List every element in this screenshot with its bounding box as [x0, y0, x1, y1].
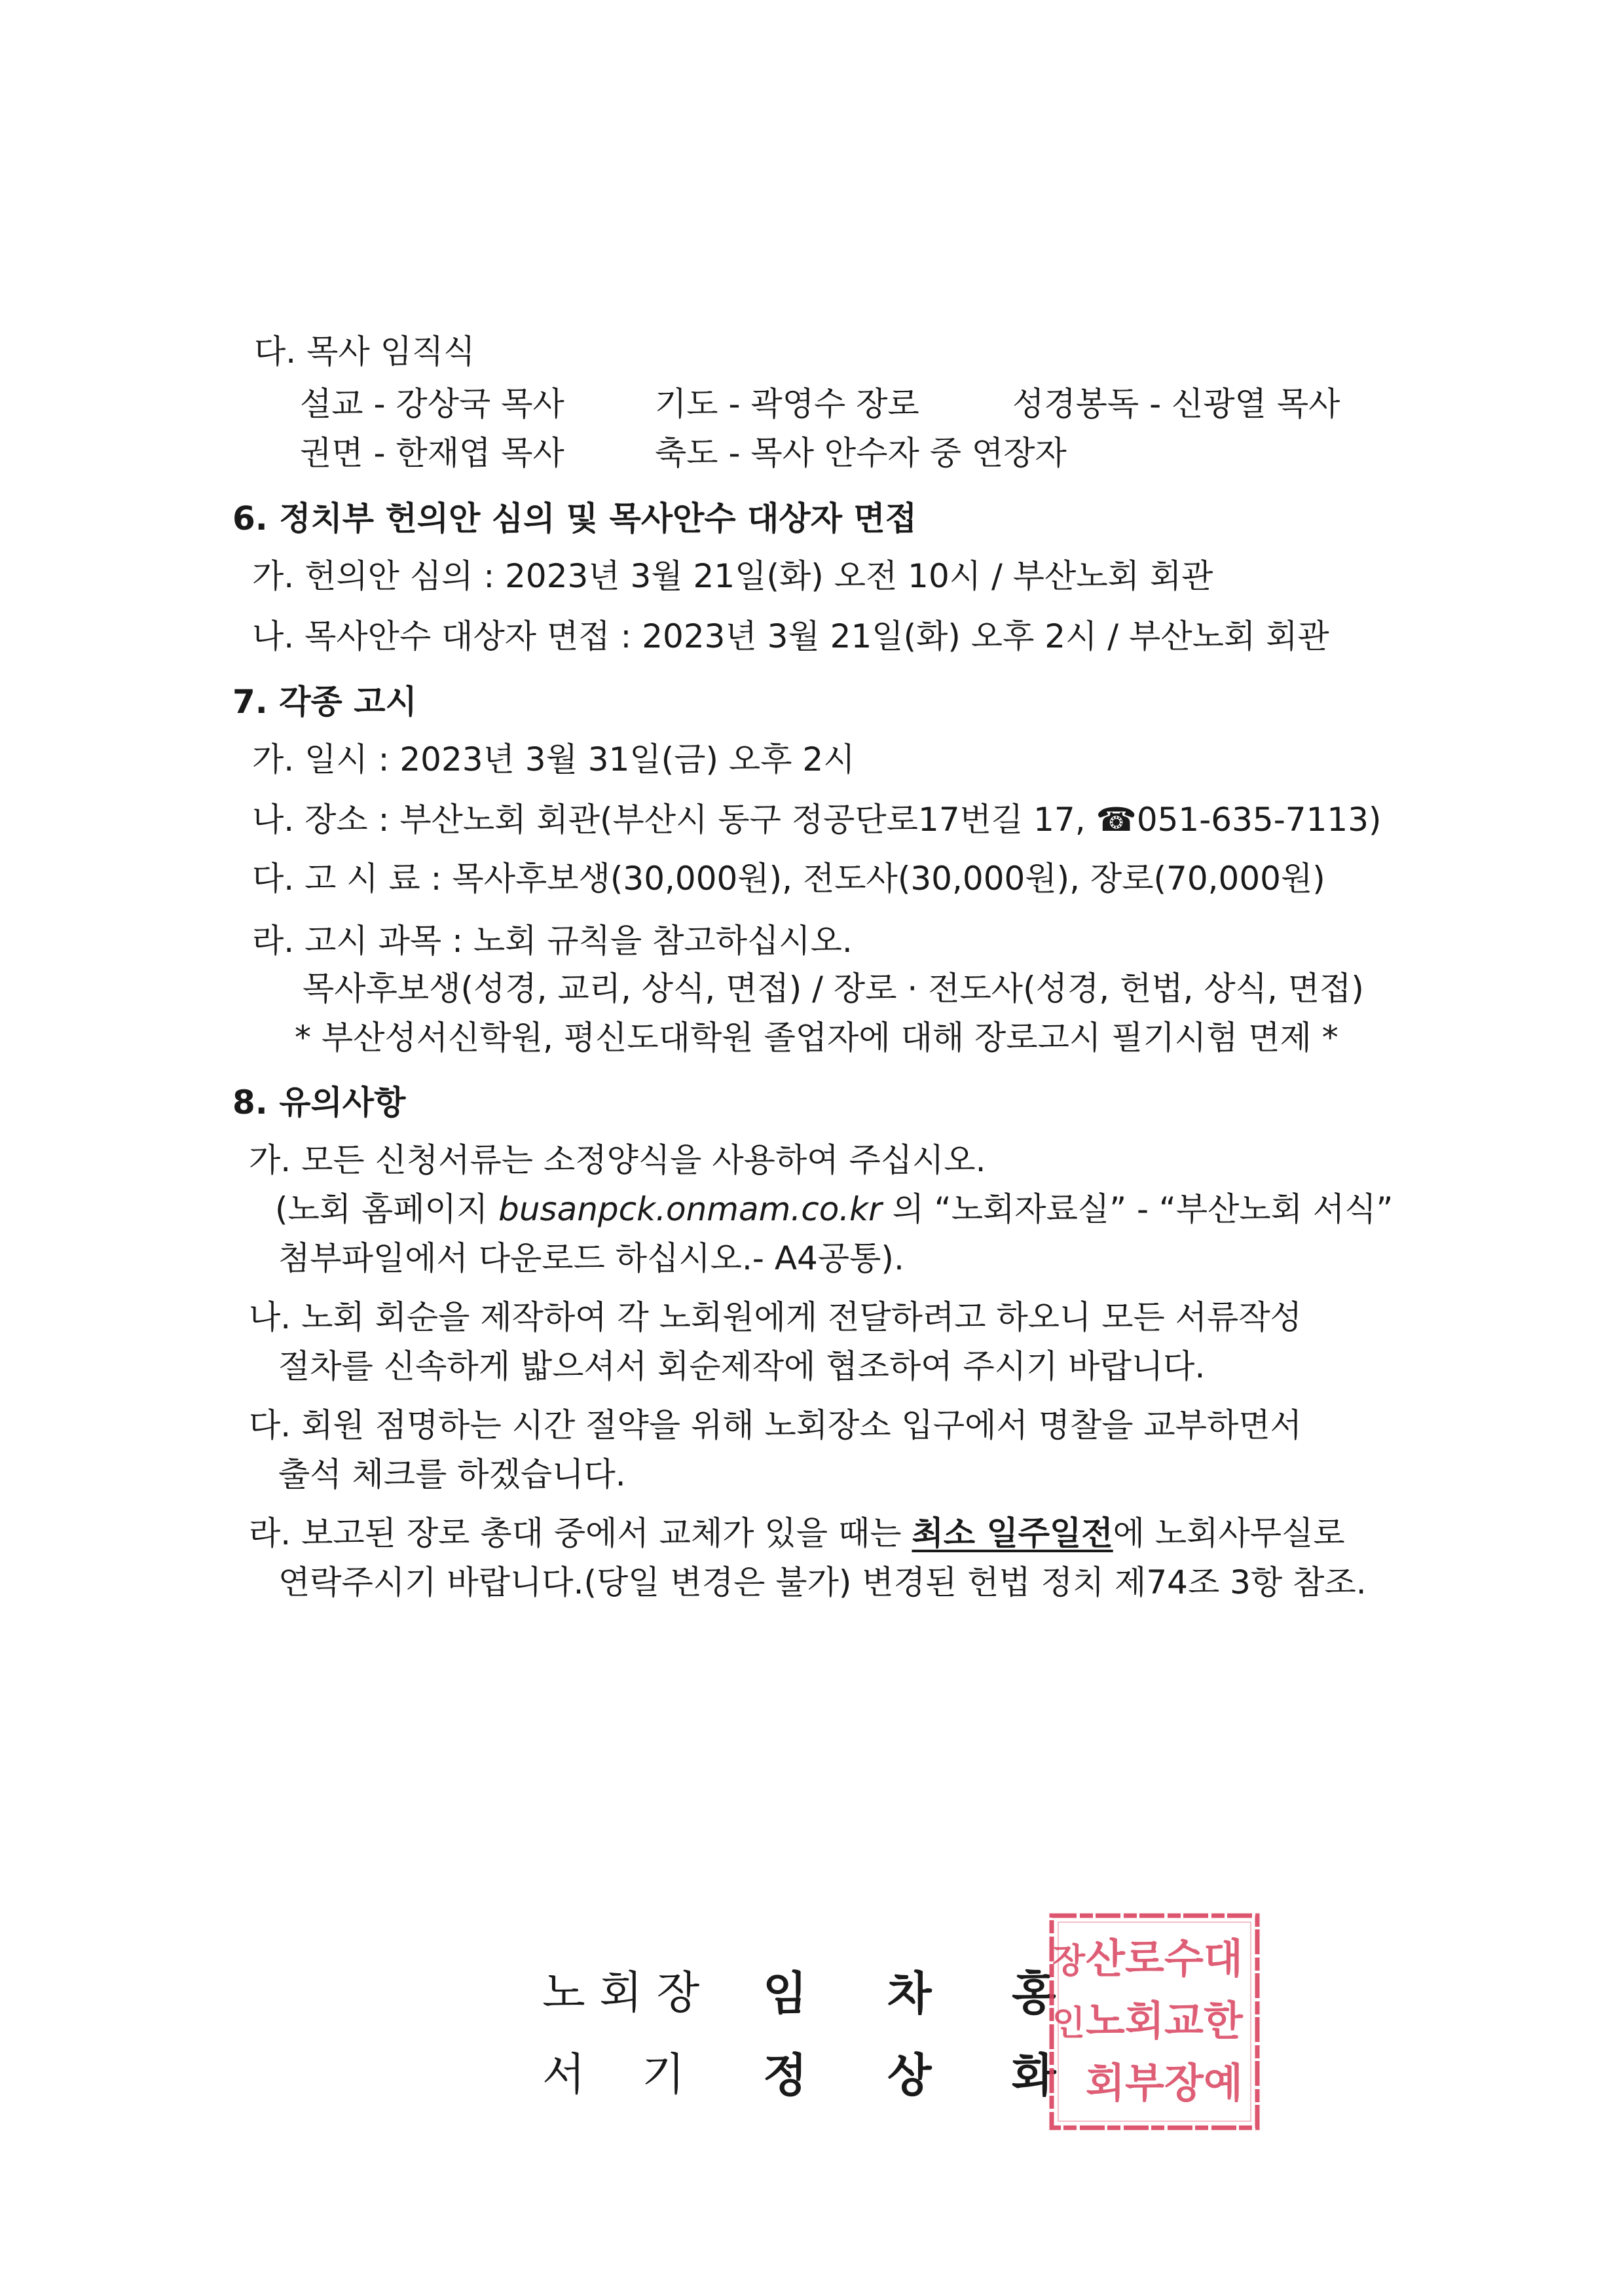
seal-glyph: 장	[1052, 1942, 1086, 1981]
exam-exemption: * 부산성서신학원, 평신도대학원 졸업자에 대해 장로고시 필기시험 면제 *	[295, 1019, 1338, 1057]
seal-glyph: 수	[1164, 1935, 1204, 1982]
seal-glyph: 인	[1052, 2004, 1086, 2043]
section8-item-ra-line2: 연락주시기 바랍니다.(당일 변경은 불가) 변경된 헌법 정치 제74조 3항 참조.	[278, 1563, 1367, 1601]
prayer-line: 기도 - 곽영수 장로	[655, 385, 919, 423]
seal-glyph: 노	[1086, 1997, 1125, 2045]
homepage-url: busanpck.onmam.co.kr	[498, 1190, 882, 1228]
section7-item-da: 다. 고 시 료 : 목사후보생(30,000원), 전도사(30,000원), 장로(70,000원)	[252, 860, 1325, 898]
clerk-name-char: 상	[887, 2049, 932, 2102]
section8-item-na-line1: 나. 노회 회순을 제작하여 각 노회원에게 전달하려고 하오니 모든 서류작성	[249, 1298, 1302, 1336]
seal-glyph: 예	[1204, 2059, 1243, 2107]
seal-glyph: 한	[1204, 1997, 1243, 2045]
item-ra-text-a: 라. 보고된 장로 총대 중에서 교체가 있을 때는	[249, 1514, 912, 1552]
item-ra-emphasis: 최소 일주일전	[912, 1514, 1113, 1552]
moderator-name-char: 차	[887, 1967, 932, 2020]
seal-glyph: 산	[1086, 1935, 1125, 1982]
seal-glyph: 장	[1164, 2059, 1204, 2107]
section8-item-ra-line1	[249, 1512, 1345, 1554]
section8-item-ga-line2	[275, 1188, 1393, 1230]
seal-glyph: 로	[1125, 1935, 1164, 1982]
official-seal-stamp	[1046, 1910, 1263, 2133]
seal-glyph: 회	[1125, 1997, 1164, 2045]
scripture-line: 성경봉독 - 신광열 목사	[1012, 385, 1340, 423]
section6-item-ga: 가. 헌의안 심의 : 2023년 3월 21일(화) 오전 10시 / 부산노회 회관	[252, 557, 1213, 595]
seal-glyph: 대	[1204, 1935, 1243, 1982]
blessing-line: 축도 - 목사 안수자 중 연장자	[655, 434, 1067, 472]
section7-item-ga: 가. 일시 : 2023년 3월 31일(금) 오후 2시	[252, 740, 855, 778]
section8-item-na-line2: 절차를 신속하게 밟으셔서 회순제작에 협조하여 주시기 바랍니다.	[278, 1347, 1206, 1385]
section7-heading: 7. 각종 고시	[232, 683, 417, 721]
signature-role-moderator: 노 회 장	[542, 1967, 700, 2019]
section8-item-ga-line3: 첨부파일에서 다운로드 하십시오.- A4공통).	[278, 1239, 904, 1277]
section8-heading: 8. 유의사항	[232, 1084, 406, 1121]
moderator-name-char: 임	[763, 1967, 807, 2020]
item-ra-text-b: 에 노회사무실로	[1113, 1514, 1345, 1552]
section6-heading: 6. 정치부 헌의안 심의 및 목사안수 대상자 면접	[232, 500, 917, 538]
section8-item-ga-line1: 가. 모든 신청서류는 소정양식을 사용하여 주십시오.	[249, 1141, 986, 1179]
seal-glyph: 회	[1086, 2059, 1125, 2107]
exam-subjects: 목사후보생(성경, 교리, 상식, 면접) / 장로 · 전도사(성경, 헌법, 상식, 면접)	[303, 970, 1364, 1008]
clerk-name-char: 화	[1012, 2049, 1056, 2102]
signature-role-clerk: 서 기	[542, 2049, 685, 2101]
section7-item-na: 나. 장소 : 부산노회 회관(부산시 동구 정공단로17번길 17, ☎051-635-7113)	[252, 801, 1382, 839]
homepage-suffix: 의 “노회자료실” - “부산노회 서식”	[881, 1190, 1393, 1228]
section5-item-da: 다. 목사 임직식	[254, 333, 475, 371]
seal-glyph: 교	[1164, 1997, 1204, 2045]
homepage-prefix: (노회 홈페이지	[275, 1190, 499, 1228]
section7-item-ra: 라. 고시 과목 : 노회 규칙을 참고하십시오.	[252, 922, 853, 960]
seal-glyph: 부	[1125, 2059, 1164, 2107]
clerk-name-char: 정	[763, 2049, 807, 2102]
sermon-line: 설교 - 강상국 목사	[300, 385, 564, 423]
section8-item-da-line2: 출석 체크를 하겠습니다.	[278, 1455, 626, 1493]
exhortation-line: 권면 - 한재엽 목사	[300, 434, 564, 472]
section6-item-na: 나. 목사안수 대상자 면접 : 2023년 3월 21일(화) 오후 2시 / 부산노회 회관	[252, 617, 1329, 655]
section8-item-da-line1: 다. 회원 점명하는 시간 절약을 위해 노회장소 입구에서 명찰을 교부하면서	[249, 1406, 1302, 1444]
moderator-name-char: 홍	[1012, 1967, 1056, 2020]
